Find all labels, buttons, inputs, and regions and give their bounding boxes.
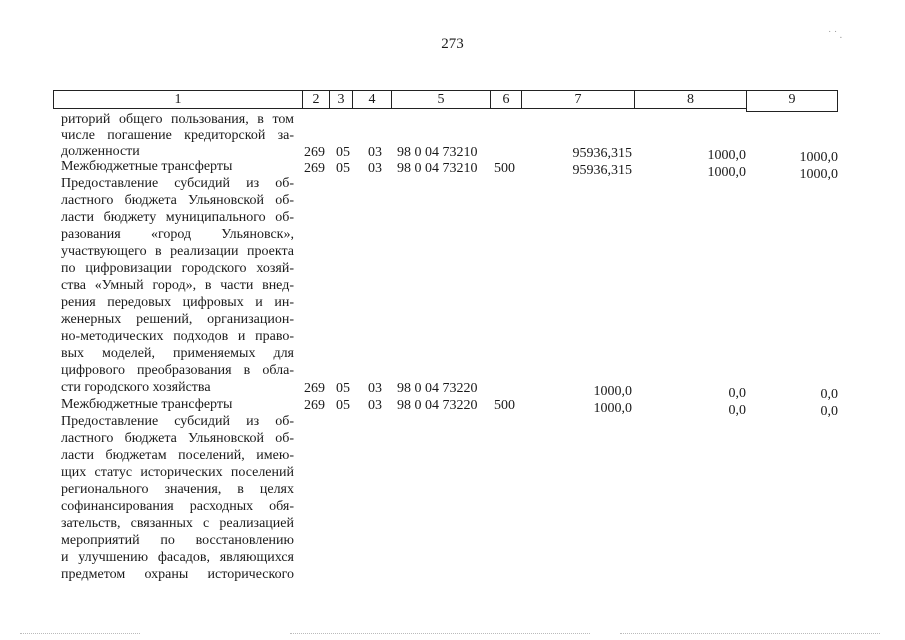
description-line: участвующего в реализации проекта — [61, 244, 294, 259]
description-line: по цифровизации городского хозяй- — [61, 261, 294, 276]
cell-target-article: 98 0 04 73220 — [397, 381, 478, 396]
description-line: ластного бюджета Ульяновской об- — [61, 431, 294, 446]
description-line: числе погашение кредиторской за- — [61, 128, 294, 143]
cell-subsection: 03 — [368, 161, 382, 176]
cell-subsection: 03 — [368, 145, 382, 160]
description-line: мероприятий по восстановлению — [61, 533, 294, 548]
header-col-8: 8 — [634, 90, 747, 109]
description-line: рения передовых цифровых и ин- — [61, 295, 294, 310]
description-line: зательств, связанных с реализацией — [61, 516, 294, 531]
cell-admin-code: 269 — [304, 145, 325, 160]
cell-amount-col7: 95936,315 — [572, 146, 632, 161]
cell-amount-col7: 1000,0 — [593, 384, 632, 399]
table-header — [53, 90, 837, 111]
cell-target-article: 98 0 04 73220 — [397, 398, 478, 413]
header-col-5: 5 — [391, 90, 491, 109]
scan-noise-line — [290, 633, 590, 635]
cell-subsection: 03 — [368, 381, 382, 396]
description-line: предметом охраны исторического — [61, 567, 294, 582]
header-col-7: 7 — [521, 90, 635, 109]
description-line: ласти бюджету муниципального об- — [61, 210, 294, 225]
description-line: вых моделей, применяемых для — [61, 346, 294, 361]
cell-amount-col8: 0,0 — [728, 386, 746, 401]
description-line: регионального значения, в целях — [61, 482, 294, 497]
description-line: долженности — [61, 144, 140, 159]
description-line: но-методических подходов и право- — [61, 329, 294, 344]
description-line: разования «город Ульяновск», — [61, 227, 294, 242]
header-col-3: 3 — [329, 90, 353, 109]
description-line: Межбюджетные трансферты — [61, 397, 233, 412]
cell-expense-type: 500 — [494, 161, 515, 176]
description-line: ства «Умный город», в части внед- — [61, 278, 294, 293]
cell-admin-code: 269 — [304, 398, 325, 413]
description-line: щих статус исторических поселений — [61, 465, 294, 480]
cell-target-article: 98 0 04 73210 — [397, 145, 478, 160]
cell-admin-code: 269 — [304, 381, 325, 396]
description-line: риторий общего пользования, в том — [61, 112, 294, 127]
cell-section: 05 — [336, 145, 350, 160]
header-col-2: 2 — [302, 90, 330, 109]
header-col-6: 6 — [490, 90, 522, 109]
cell-amount-col9: 1000,0 — [799, 150, 838, 165]
cell-amount-col8: 1000,0 — [707, 148, 746, 163]
header-col-1: 1 — [53, 90, 303, 109]
description-line: сти городского хозяйства — [61, 380, 211, 395]
cell-section: 05 — [336, 161, 350, 176]
cell-amount-col7: 95936,315 — [572, 163, 632, 178]
cell-amount-col9: 0,0 — [820, 404, 838, 419]
cell-target-article: 98 0 04 73210 — [397, 161, 478, 176]
cell-expense-type: 500 — [494, 398, 515, 413]
description-line: Предоставление субсидий из об- — [61, 176, 294, 191]
scan-noise-mark: ˙ ˙ . — [828, 30, 843, 41]
page-number: 273 — [441, 36, 464, 52]
header-col-4: 4 — [352, 90, 392, 109]
cell-section: 05 — [336, 398, 350, 413]
description-line: и улучшению фасадов, являющихся — [61, 550, 294, 565]
description-line: цифрового преобразования в обла- — [61, 363, 294, 378]
scan-noise-line — [20, 633, 140, 635]
description-line: ласти бюджетам поселений, имею- — [61, 448, 294, 463]
cell-amount-col9: 0,0 — [820, 387, 838, 402]
description-line: Предоставление субсидий из об- — [61, 414, 294, 429]
header-col-9: 9 — [746, 90, 838, 112]
scan-noise-line — [620, 633, 880, 635]
description-line: ластного бюджета Ульяновской об- — [61, 193, 294, 208]
description-line: женерных решений, организацион- — [61, 312, 294, 327]
cell-subsection: 03 — [368, 398, 382, 413]
cell-amount-col8: 1000,0 — [707, 165, 746, 180]
cell-admin-code: 269 — [304, 161, 325, 176]
cell-section: 05 — [336, 381, 350, 396]
cell-amount-col7: 1000,0 — [593, 401, 632, 416]
cell-amount-col8: 0,0 — [728, 403, 746, 418]
cell-amount-col9: 1000,0 — [799, 167, 838, 182]
description-line: Межбюджетные трансферты — [61, 159, 233, 174]
description-line: софинансирования расходных обя- — [61, 499, 294, 514]
